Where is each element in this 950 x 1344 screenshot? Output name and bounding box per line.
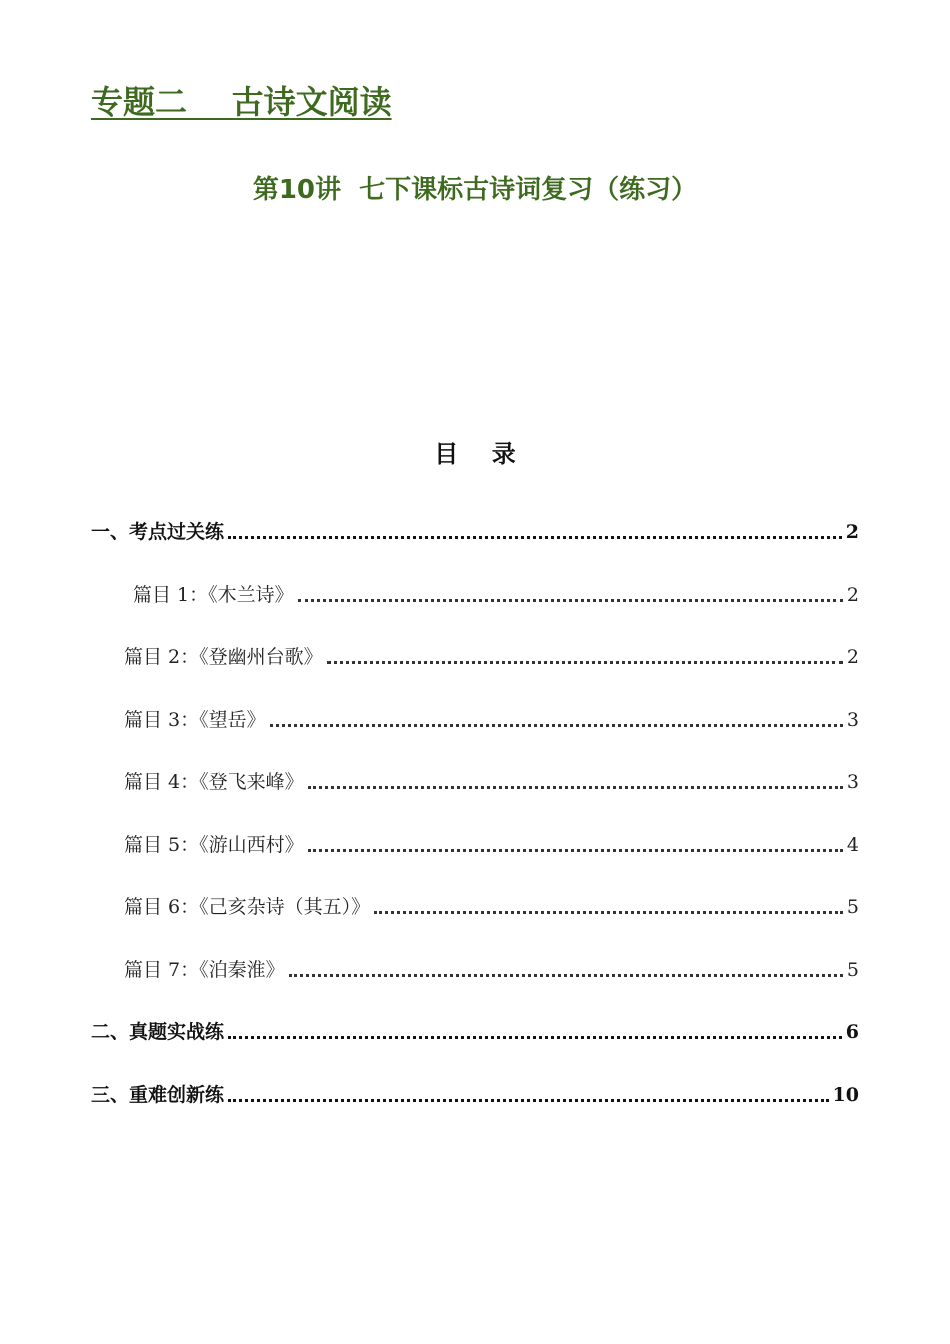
toc-entry-mulanshi[interactable]: [133, 577, 859, 609]
toc-entry-deng-youzhou-taige[interactable]: [124, 639, 859, 671]
toc-entry-page: 6: [845, 1021, 859, 1043]
toc-entry-zhenti-shizhanlian[interactable]: [91, 1014, 859, 1046]
toc-entry-label: 篇目 3：《望岳》: [124, 709, 266, 731]
toc-leader-dots: [298, 599, 843, 602]
toc-entry-zhongnan-chuangxinlian[interactable]: [91, 1077, 859, 1109]
toc-entry-page: 5: [846, 896, 859, 918]
toc-entry-page: 2: [846, 584, 859, 606]
toc-leader-dots: [327, 661, 843, 664]
toc-entry-page: 3: [846, 709, 859, 731]
toc-entry-label: 一、考点过关练: [91, 521, 225, 543]
toc-entry-label: 二、真题实战练: [91, 1021, 225, 1043]
toc-entry-wangyue[interactable]: [124, 702, 859, 734]
toc-entry-bo-qinhuai[interactable]: [124, 952, 859, 984]
toc-entry-page: 5: [846, 959, 859, 981]
toc-entry-page: 2: [845, 521, 859, 543]
toc-leader-dots: [308, 786, 843, 789]
toc-leader-dots: [270, 724, 843, 727]
toc-entry-label: 篇目 7：《泊秦淮》: [124, 959, 285, 981]
toc-heading: 目 录: [434, 440, 516, 468]
toc-entry-label: 篇目 5：《游山西村》: [124, 834, 304, 856]
topic-title: 专题二 古诗文阅读: [91, 83, 392, 121]
toc-leader-dots: [228, 536, 842, 539]
toc-leader-dots: [228, 1036, 842, 1039]
toc-entry-label: 篇目 4：《登飞来峰》: [124, 771, 304, 793]
toc-entry-page: 4: [846, 834, 859, 856]
toc-leader-dots: [289, 974, 843, 977]
lesson-title: 第10讲 七下课标古诗词复习（练习）: [252, 175, 698, 205]
toc-entry-page: 2: [846, 646, 859, 668]
toc-entry-jihai-zashi[interactable]: [124, 889, 859, 921]
toc-entry-kaodian-guoguanlian[interactable]: [91, 514, 859, 546]
toc-entry-label: 篇目 2：《登幽州台歌》: [124, 646, 323, 668]
toc-entry-label: 篇目 6：《己亥杂诗（其五）》: [124, 896, 371, 918]
toc-leader-dots: [374, 911, 843, 914]
toc-leader-dots: [228, 1099, 829, 1102]
toc-entry-page: 3: [846, 771, 859, 793]
toc-entry-page: 10: [832, 1084, 859, 1106]
toc-leader-dots: [308, 849, 843, 852]
toc-entry-label: 篇目 1：《木兰诗》: [133, 584, 294, 606]
toc-entry-you-shanxicun[interactable]: [124, 827, 859, 859]
toc-entry-deng-feilaifeng[interactable]: [124, 764, 859, 796]
toc-entry-label: 三、重难创新练: [91, 1084, 225, 1106]
